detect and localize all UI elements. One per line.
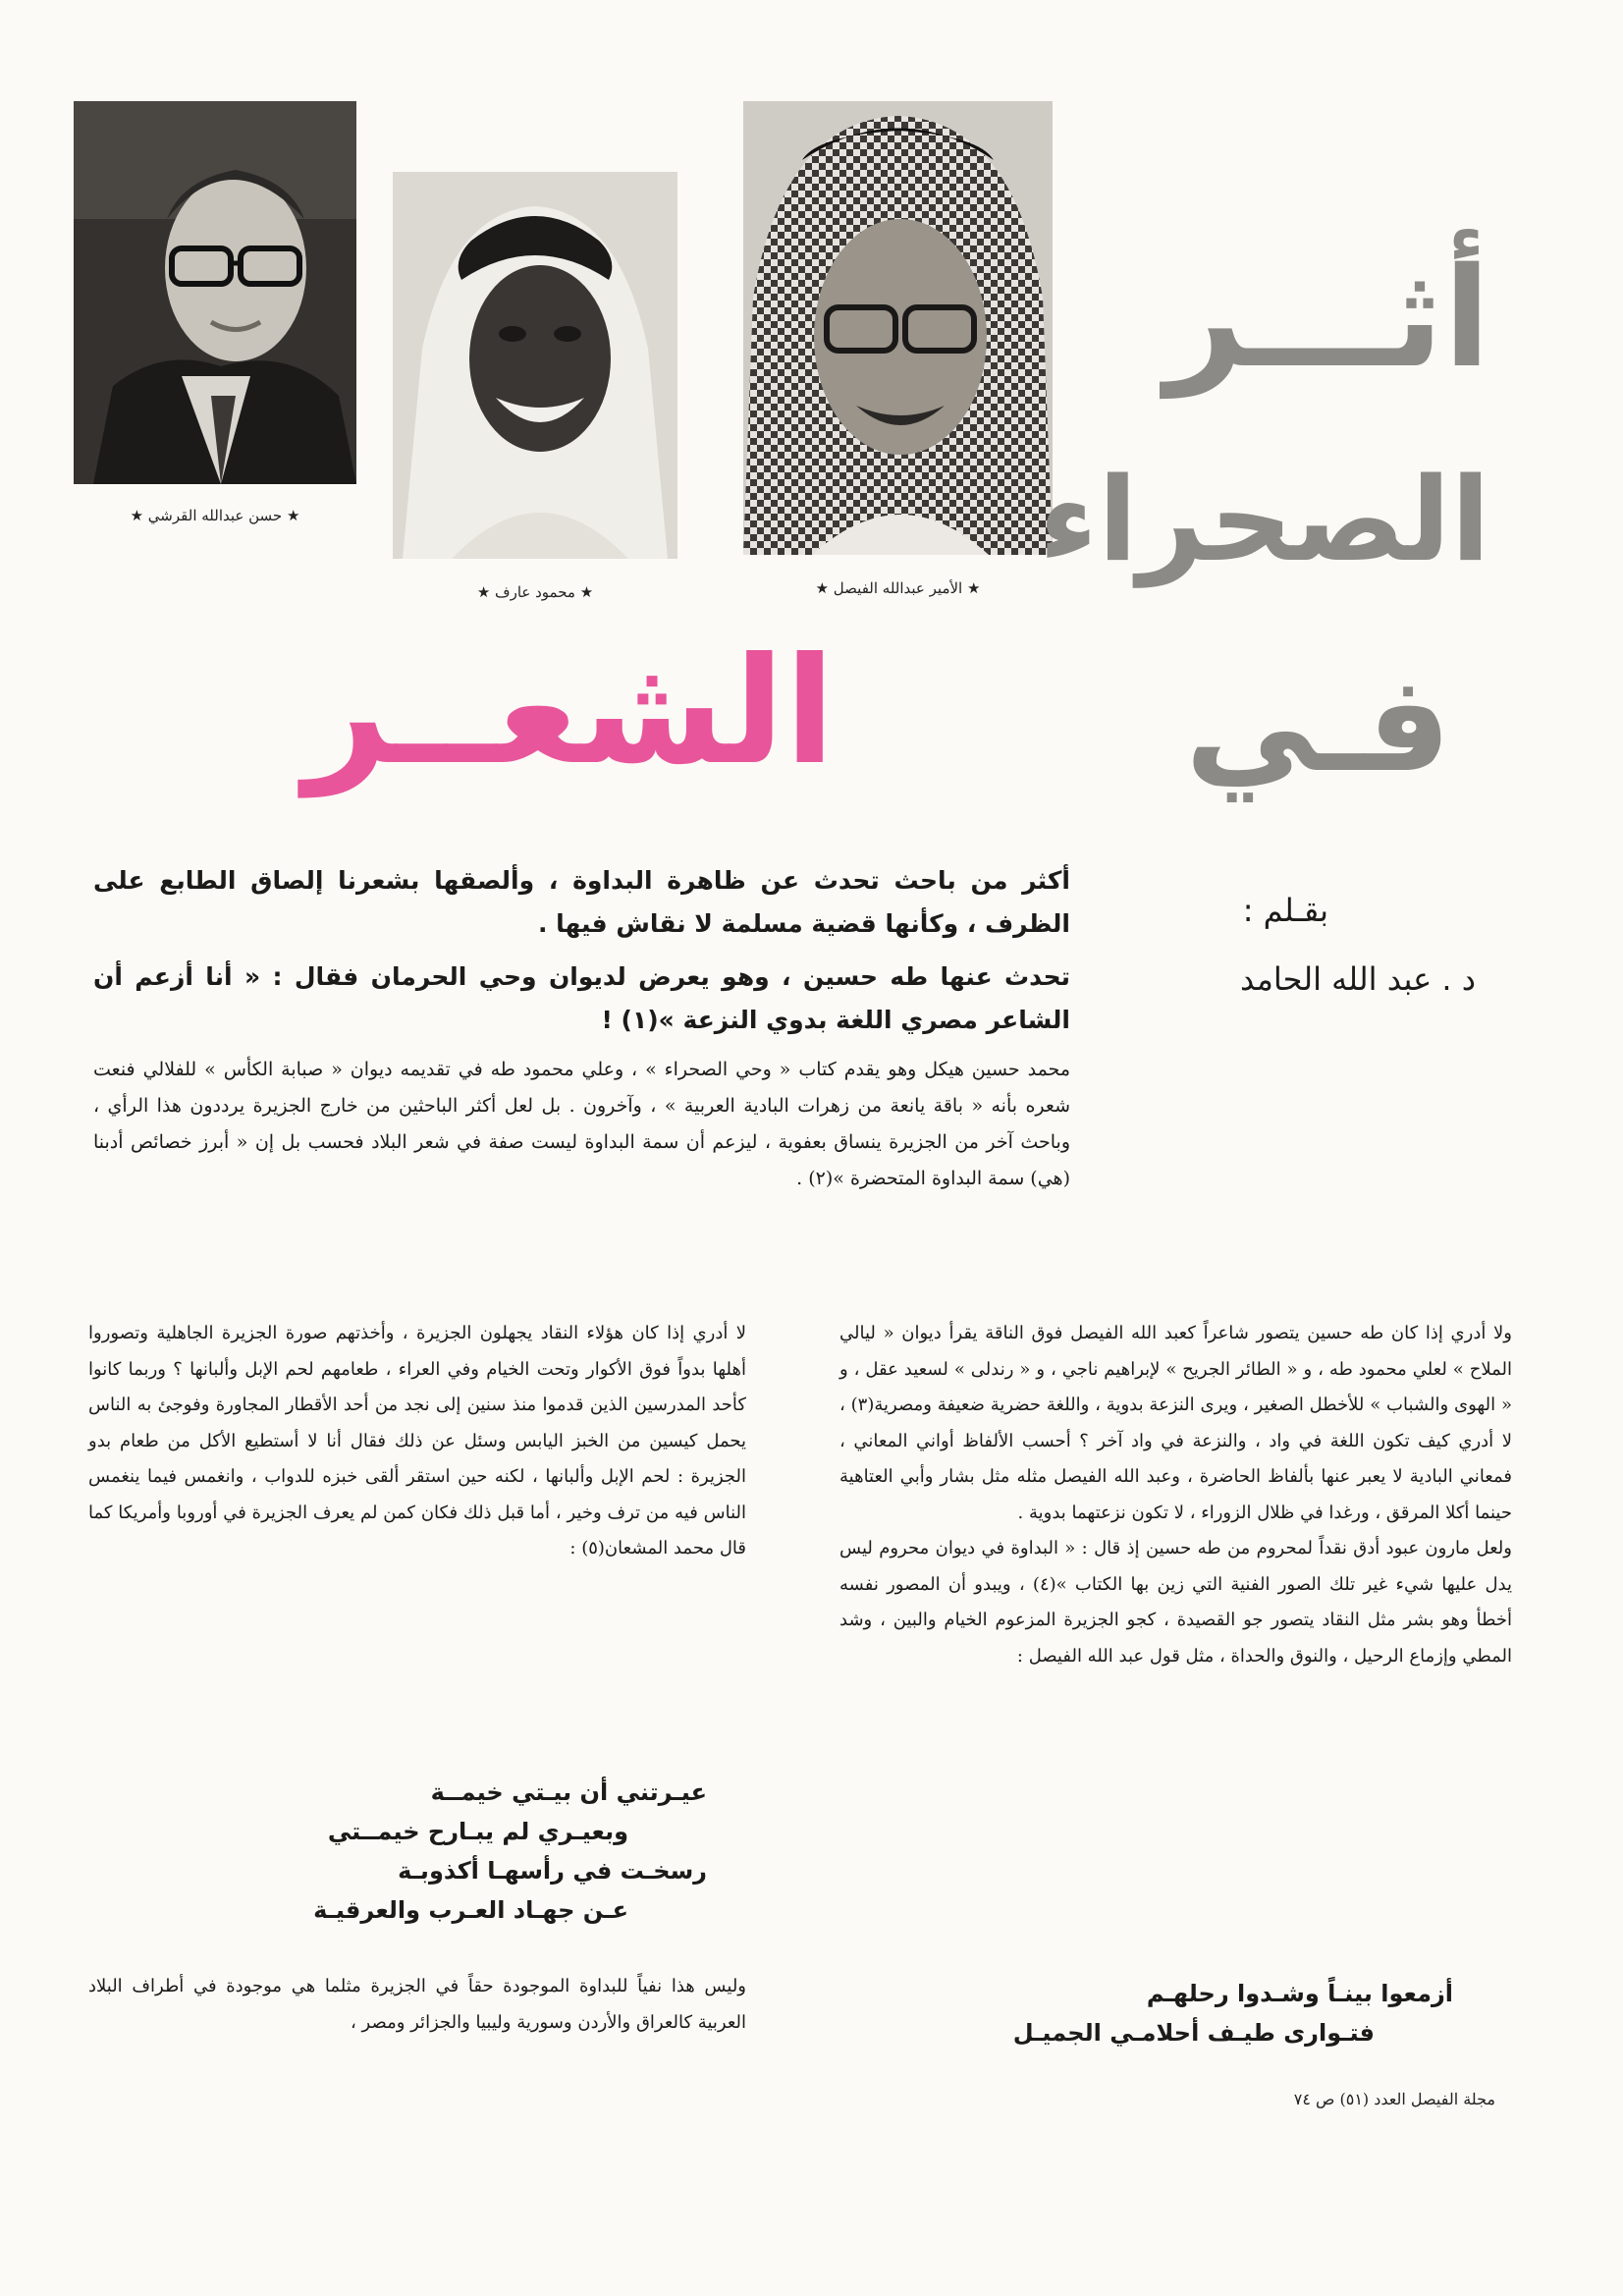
author-label: بقـلم :: [1242, 892, 1328, 929]
photo-hassan-qurashi: [74, 101, 356, 484]
left-column-verse: [108, 1773, 707, 1930]
left-column-paragraph-2: وليس هذا نفياً للبداوة الموجودة حقاً في الجزيرة مثلما هي موجودة في أطراف البلاد العربية كالعراق والأردن وسورية وليبيا والجزائر ومصر ،: [88, 1976, 746, 2033]
right-column-paragraph-2: ولعل مارون عبود أدق نقداً لمحروم من طه حسين إذ قال : « البداوة في ديوان محروم ليس يدل عليها شيء غير تلك الصور الفنية التي زين بها الكتاب »(٤) ، ويبدو أن المصور نفسه أخطأ وهو بشر مثل النقاد يتصور جو القصيدة ، كجو الجزيرة المزعوم الخيام والبين ، وشد المطي وإزماع الرحيل ، والنوق والحداة ، مثل قول عبد الله الفيصل :: [839, 1538, 1512, 1667]
photo-caption-prince-abdullah-faisal: ★ الأمير عبدالله الفيصل ★: [815, 579, 981, 597]
left-verse-line-1: عيـرتني أن بيـتي خيمــة: [430, 1778, 707, 1806]
right-column: [839, 1316, 1512, 1674]
right-column-verse: [864, 1974, 1453, 2052]
intro-body-paragraph: محمد حسين هيكل وهو يقدم كتاب « وحي الصحراء » ، وعلي محمود طه في تقديمه ديوان « صبابة الكأس » للفلالي فنعت شعره بأنه « باقة يانعة من زهرات البادية العربية » ، وآخرون . بل لعل أكثر الباحثين من خارج الجزيرة يرددون هذا الرأي ، وباحث آخر من الجزيرة ينساق بعفوية ، ليزعم أن سمة البداوة ليست صفة في شعر البلاد فحسب بل إن « أبرز خصائص أدبنا (هي) سمة البداوة المتحضرة »(٢) .: [93, 1059, 1070, 1189]
right-verse-line-1: أزمعوا بينـاً وشـدوا رحلهـم: [1146, 1980, 1453, 2007]
portrait-man-headscarf-image: [393, 172, 677, 559]
title-line-alsahraa: الصحراء: [1038, 452, 1490, 587]
photo-caption-hassan-qurashi: ★ حسن عبدالله القرشي ★: [130, 507, 300, 524]
author-name: د . عبد الله الحامد: [1239, 960, 1476, 998]
portrait-man-shemagh-image: [743, 101, 1053, 555]
photo-mahmoud-aref: [393, 172, 677, 559]
left-column-paragraph-1: لا أدري إذا كان هؤلاء النقاد يجهلون الجزيرة ، وأخذتهم صورة الجزيرة الجاهلية وتصوروا أهلها بدواً فوق الأكوار وتحت الخيام وفي العراء ، طعامهم لحم الإبل وألبانها ؟ وربما كانوا كأحد المدرسين الذين قدموا منذ سنين إلى نجد من أحد الأقطار المجاورة وفوجئ به الناس يحمل كيسين من الخبز اليابس وسئل عن ذلك فقال أنا لا أستطيع الأكل من طعام بدو الجزيرة : لحم الإبل وألبانها ، لكنه حين استقر ألقى خبزه للدواب ، وانغمس فيما ينغمس الناس فيه من ترف وخير ، أما قبل ذلك فكان كمن لم يعرف الجزيرة في أوروبا وأمريكا كما قال محمد المشعان(٥) :: [88, 1323, 746, 1558]
left-column-closing: [88, 1969, 746, 2041]
right-verse-line-2: فتـوارى طيـف أحلامـي الجميـل: [1012, 2019, 1375, 2047]
right-column-paragraph-1: ولا أدري إذا كان طه حسين يتصور شاعراً كعبد الله الفيصل فوق الناقة يقرأ ديوان « ليالي الملاح » لعلي محمود طه ، و « الطائر الجريح » لإبراهيم ناجي ، و « رندلى » لسعيد عقل ، و « الهوى والشباب » للأخطل الصغير ، ويرى النزعة بدوية ، واللغة حضرية ضعيفة ومصرية(٣) ، لا أدري كيف تكون اللغة في واد ، والنزعة في واد آخر ؟ أحسب الألفاظ أواني المعاني ، فمعاني البادية لا يعبر عنها بألفاظ الحاضرة ، وعبد الله الفيصل مثله مثل بشار وأبي العتاهية حينما أكلا المرقق ، ورغدا في ظلال الزوراء ، لا تكون نزعتهما بدوية .: [839, 1323, 1512, 1523]
page-footer: مجلة الفيصل العدد (٥١) ص ٧٤: [1293, 2090, 1495, 2108]
left-verse-line-3: رسخـت في رأسهـا أكذوبـة: [398, 1857, 707, 1885]
intro-lead-paragraph-1: أكثر من باحث تحدث عن ظاهرة البداوة ، وألصقها بشعرنا إلصاق الطابع على الظرف ، وكأنها قضية مسلمة لا نقاش فيها .: [93, 866, 1070, 938]
intro-block: [93, 859, 1070, 1207]
left-verse-line-2: وبعيـري لم يبـارح خيمــتي: [327, 1818, 628, 1845]
portrait-man-glasses-image: [74, 101, 356, 484]
left-column: [88, 1316, 746, 1567]
title-line-fi: فـي: [1184, 647, 1451, 801]
intro-lead-paragraph-2: تحدث عنها طه حسين ، وهو يعرض لديوان وحي الحرمان فقال : « أنا أزعم أن الشاعر مصري اللغة بدوي النزعة »(١) !: [93, 962, 1070, 1034]
photo-prince-abdullah-faisal: [743, 101, 1053, 555]
title-line-athar: أثـــر: [1164, 239, 1490, 399]
photo-caption-mahmoud-aref: ★ محمود عارف ★: [476, 583, 594, 601]
left-verse-line-4: عـن جهـاد العـرب والعرقيـة: [313, 1896, 628, 1924]
title-line-alshier: الشعــر: [303, 627, 836, 797]
